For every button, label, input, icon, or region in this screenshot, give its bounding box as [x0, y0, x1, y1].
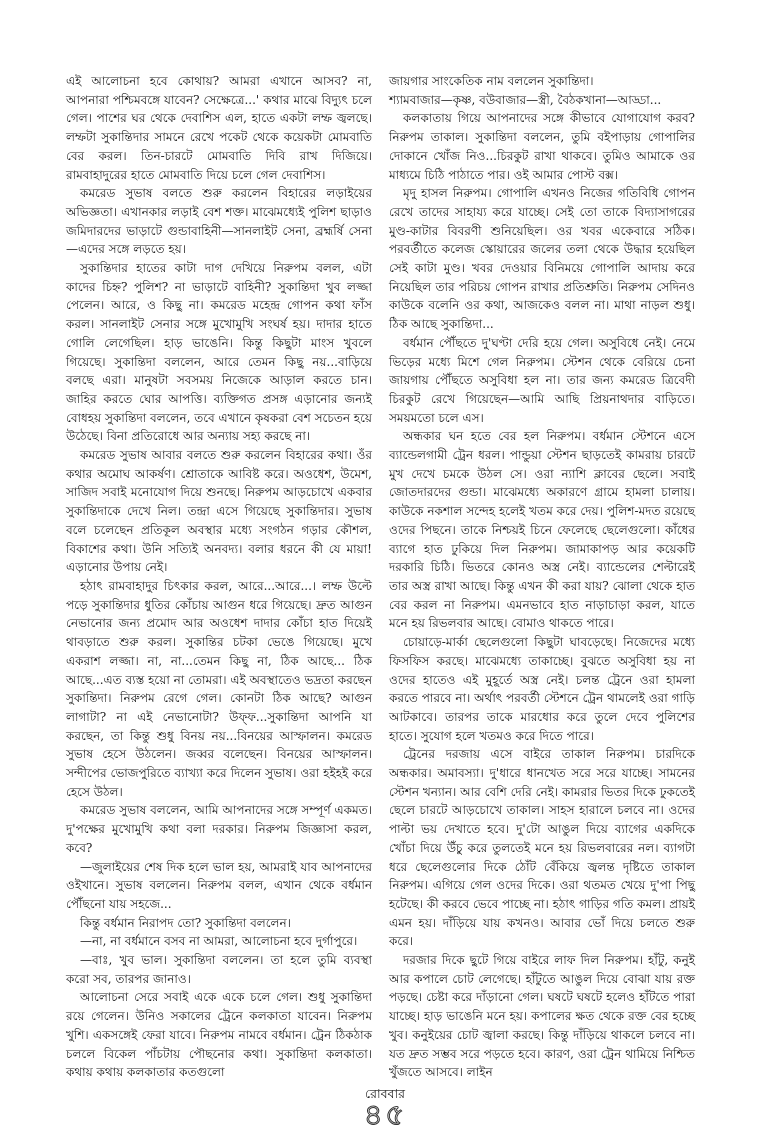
paragraph: কমরেড সুভাষ বললেন, আমি আপনাদের সঙ্গে সম্পূর্ণ একমত। দু'পক্ষের মুখোমুখি কথা বলা দরকার। নিরুপম জিজ্ঞাসা করল, কবে?: [66, 803, 372, 855]
left-column: [66, 72, 372, 1082]
paragraph: কমরেড সুভাষ বলতে শুরু করলেন বিহারের লড়াইয়ের অভিজ্ঞতা। এখানকার লড়াই বেশ শক্ত। মাঝেমধ্যেই পুলিশ ছাড়াও জমিদারদের ভাড়াটে গুন্ডাবাহিনী—সানলাইট সেনা, ব্রহ্মর্ষি সেনা—এদের সঙ্গে লড়তে হয়।: [66, 186, 372, 257]
magazine-name: রোববার: [365, 1086, 405, 1101]
paragraph: শ্যামবাজার—কৃষ্ণ, বউবাজার—স্ত্রী, বৈঠকখানা—আড্ডা...: [389, 92, 662, 107]
paragraph: দরজার দিকে ছুটে গিয়ে বাইরে লাফ দিল নিরুপম। হাঁটু, কনুই আর কপালে চোট লেগেছে। হাঁটুতে আঙুল দিয়ে বোঝা যায় রক্ত পড়ছে। চেষ্টা করে দাঁড়ানো গেল। ঘষটে ঘষটে হলেও হাঁটতে পারা যাচ্ছে। হাড় ভাঙেনি মনে হয়। কপালের ক্ষত থেকে রক্ত বের হচ্ছে খুব। কনুইয়ের চোট জ্বালা করছে। কিন্তু দাঁড়িয়ে থাকলে চলবে না। যত দ্রুত সম্ভব সরে পড়তে হবে। কারণ, ওরা ট্রেন থামিয়ে নিশ্চিত খুঁজতে আসবে। লাইন: [389, 953, 695, 1080]
paragraph: —বাঃ, খুব ভাল। সুকান্তিদা বললেন। তা হলে তুমি ব্যবস্থা করো সব, তারপর জানাও।: [66, 953, 372, 986]
paragraph: চোয়াড়ে-মার্কা ছেলেগুলো কিছুটা ঘাবড়েছে। নিজেদের মধ্যে ফিসফিস করছে। মাঝেমধ্যে তাকাচ্ছে। বুঝতে অসুবিধা হয় না ওদের হাতেও এই মুহূর্তে অস্ত্র নেই। চলন্ত ট্রেনে ওরা হামলা করতে পারবে না। অর্থাৎ পরবর্তী স্টেশনে ট্রেন থামলেই ওরা গাড়ি আটকাবে। তারপর তাকে মারধোর করে তুলে দেবে পুলিশের হাতে। সুযোগ হলে খতমও করে দিতে পারে।: [389, 635, 695, 743]
paragraph: কলকাতায় গিয়ে আপনাদের সঙ্গে কীভাবে যোগাযোগ করব? নিরুপম তাকাল। সুকান্তিদা বললেন, তুমি বইপাড়ায় গোপালির দোকানে খোঁজ নিও...চিরকুট রাখা থাকবে। তুমিও আমাকে ওর মাধ্যমে চিঠি পাঠাতে পার। ওই আমার পোস্ট বক্স।: [389, 111, 695, 182]
paragraph: —জুলাইয়ের শেষ দিক হলে ভাল হয়, আমরাই যাব আপনাদের ওইখানে। সুভাষ বললেন। নিরুপম বলল, এখান থেকে বর্ধমান পৌঁছনো যায় সহজে...: [66, 859, 372, 911]
paragraph: মৃদু হাসল নিরুপম। গোপালি এখনও নিজের গতিবিধি গোপন রেখে তাদের সাহায্য করে যাচ্ছে। সেই তো তাকে বিদ্যাসাগরের মুণ্ড-কাটার বিবরণী শুনিয়েছিল। ওর খবর একেবারে সঠিক। পরবর্তীতে কলেজ স্কোয়ারের জলের তলা থেকে উদ্ধার হয়েছিল সেই কাটা মুণ্ড। খবর দেওয়ার বিনিময়ে গোপালি আদায় করে নিয়েছিল তার পরিচয় গোপন রাখার প্রতিশ্রুতি। নিরুপম সেদিনও কাউকে বলেনি ওর কথা, আজকেও বলল না। মাথা নাড়ল শুধু। ঠিক আছে সুকান্তিদা...: [389, 186, 695, 332]
paragraph: আলোচনা সেরে সবাই একে একে চলে গেল। শুধু সুকান্তিদা রয়ে গেলেন। উনিও সকালের ট্রেনে কলকাতা যাবেন। নিরুপম খুশি। একসঙ্গেই ফেরা যাবে। নিরুপম নামবে বর্ধমান। ট্রেন ঠিকঠাক চললে বিকেল পাঁচটায় পৌছনোর কথা। সুকান্তিদা কলকাতা। কথায় কথায় কলকাতার কতগুলো: [66, 990, 372, 1080]
paragraph: কিন্তু বর্ধমান নিরাপদ তো? সুকান্তিদা বললেন।: [80, 915, 291, 930]
right-column: [389, 72, 695, 1082]
paragraph: অন্ধকার ঘন হতে বের হল নিরুপম। বর্ধমান স্টেশনে এসে ব্যান্ডেলগামী ট্রেন ধরল। পান্ডুয়া স্টেশন ছাড়তেই কামরায় চারটে মুখ দেখে চমকে উঠল সে। ওরা ন্যাশি ক্লাবের ছেলে। সবাই জোতদারদের গুন্ডা। মাঝেমধ্যে অকারণে গ্রামে হামলা চালায়। কাউকে নকশাল সন্দেহ হলেই খতম করে দেয়। পুলিশ-মদত রয়েছে ওদের পিছনে। তাকে নিশ্চয়ই চিনে ফেলেছে ছেলেগুলো। কাঁধের ব্যাগে হাত ঢুকিয়ে দিল নিরুপম। জামাকাপড় আর কয়েকটি দরকারি চিঠি। ভিতরে কোনও অস্ত্র নেই। ব্যান্ডেলের শেল্টারেই তার অস্ত্র রাখা আছে। কিন্তু এখন কী করা যায়? ঝোলা থেকে হাত বের করল না নিরুপম। এমনভাবে হাত নাড়াচাড়া করল, যাতে মনে হয় রিভলবার আছে। বোমাও থাকতে পারে।: [389, 429, 695, 631]
paragraph: বর্ধমান পৌঁছতে দু'ঘণ্টা দেরি হয়ে গেল। অসুবিধে নেই। নেমে ভিড়ের মধ্যে মিশে গেল নিরুপম। স্টেশন থেকে বেরিয়ে চেনা জায়গায় পৌঁছতে অসুবিধা হল না। তার জন্য কমরেড ত্রিবেদী চিরকুট রেখে গিয়েছেন—আমি আছি প্রিয়নাথদার বাড়িতে। সময়মতো চলে এস।: [389, 335, 695, 425]
paragraph: সুকান্তিদার হাতের কাটা দাগ দেখিয়ে নিরুপম বলল, এটা কাদের চিহ্ন? পুলিশ? না ভাড়াটে বাহিনী? সুকান্তিদা খুব লজ্জা পেলেন। আরে, ও কিছু না। কমরেড মহেন্দ্র গোপন কথা ফাঁস করল। সানলাইট সেনার সঙ্গে মুখোমুখি সংঘর্ষ হয়। দাদার হাতে গোলি লেগেছিল। হাড় ভাঙেনি। কিন্তু কিছুটা মাংস খুবলে গিয়েছে। সুকান্তিদা বললেন, আরে তেমন কিছু নয়...বাড়িয়ে বলছে এরা। মানুষটা সবসময় নিজেকে আড়াল করতে চান। জাহির করতে ঘোর আপত্তি। ব্যক্তিগত প্রসঙ্গ এড়ানোর জন্যই বোধহয় সুকান্তিদা বললেন, তবে এখানে কৃষকরা বেশ সচেতন হয়ে উঠেছে। বিনা প্রতিরোধে আর অন্যায় সহ্য করছে না।: [66, 261, 372, 444]
paragraph: —না, না বর্ধমানে বসব না আমরা, আলোচনা হবে দুর্গাপুরে।: [80, 934, 358, 949]
paragraph: এই আলোচনা হবে কোথায়? আমরা এখানে আসব? না, আপনারা পশ্চিমবঙ্গে যাবেন? সেক্ষেত্রে...' কথার মাঝে বিদ্যুৎ চলে গেল। পাশের ঘর থেকে দেবাশিস এল, হাতে একটা লম্ফ জ্বলছে। লম্ফটা সুকান্তিদার সামনে রেখে পকেট থেকে কয়েকটা মোমবাতি বের করল। তিন-চারটে মোমবাতি দিবি রাখ দিজিয়ে। রামবাহাদুরের হাতে মোমবাতি দিয়ে চলে গেল দেবাশিস।: [66, 74, 372, 182]
paragraph: কমরেড সুভাষ আবার বলতে শুরু করলেন বিহারের কথা। ওঁর কথার অমোঘ আকর্ষণ। শ্রোতাকে আবিষ্ট করে। অওধেশ, উমেশ, সাজিদ সবাই মনোযোগ দিয়ে শুনছে। নিরুপম আড়চোখে একবার সুকান্তিদাকে দেখে নিল। তন্দ্রা এসে গিয়েছে সুকান্তিদার। সুভাষ বলে চলেছেন প্রতিকূল অবস্থার মধ্যে সংগঠন গড়ার কৌশল, বিকাশের কথা। উনি সত্যিই অনবদ্য। বলার ধরনে কী যে মায়া! এড়ানোর উপায় নেই।: [66, 448, 372, 575]
paragraph: হঠাৎ রামবাহাদুর চিৎকার করল, আরে...আরে...। লম্ফ উল্টে পড়ে সুকান্তিদার ধুতির কোঁচায় আগুন ধরে গিয়েছে। দ্রুত আগুন নেভানোর জন্য প্রমোদ আর অওধেশ দাদার কোঁচা হাত দিয়েই থাবড়াতে শুরু করল। সুকান্তির চটকা ভেঙে গিয়েছে। মুখে একরাশ লজ্জা। না, না...তেমন কিছু না, ঠিক আছে... ঠিক আছে...এত ব্যস্ত হয়ো না তোমরা। এই অবস্থাতেও ভদ্রতা করছেন সুকান্তিদা। নিরুপম রেগে গেল। কোনটা ঠিক আছে? আগুন লাগাটা? না এই নেভানোটা? উফ্‌ফ...সুকান্তিদা আপনি যা করছেন, তা কিন্তু শুধু বিনয় নয়...বিনয়ের আস্ফালন। কমরেড সুভাষ হেসে উঠলেন। জব্বর বলেছেন। বিনয়ের আস্ফালন। সন্দীপের ভোজপুরিতে ব্যাখ্যা করে দিলেন সুভাষ। ওরা হইহই করে হেসে উঠল।: [66, 578, 372, 799]
paragraph: জায়গার সাংকেতিক নাম বললেন সুকান্তিদা।: [389, 74, 594, 88]
paragraph: ট্রেনের দরজায় এসে বাইরে তাকাল নিরুপম। চারদিকে অন্ধকার। অমাবস্যা। দু'ধারে ধানখেত সরে সরে যাচ্ছে। সামনের স্টেশন খন্যান। আর বেশি দেরি নেই। কামরার ভিতর দিকে ঢুকতেই ছেলে চারটে আড়চোখে তাকাল। সাহস হারালে চলবে না। ওদের পাল্টা ভয় দেখাতে হবে। দু'টো আঙুল দিয়ে ব্যাগের একদিকে খোঁচা দিয়ে উঁচু করে তুলতেই মনে হয় রিভলবারের নল। ব্যাগটা ধরে ছেলেগুলোর দিকে ঠোঁট বেঁকিয়ে জ্বলন্ত দৃষ্টিতে তাকাল নিরুপম। এগিয়ে গেল ওদের দিকে। ওরা থতমত খেয়ে দু'পা পিছু হটেছে। কী করবে ভেবে পাচ্ছে না। হঠাৎ গাড়ির গতি কমল। প্রায়ই এমন হয়। দাঁড়িয়ে যায় কখনও। আবার ভোঁ দিয়ে চলতে শুরু করে।: [389, 747, 695, 949]
page-number: ৪৫: [363, 1098, 407, 1133]
